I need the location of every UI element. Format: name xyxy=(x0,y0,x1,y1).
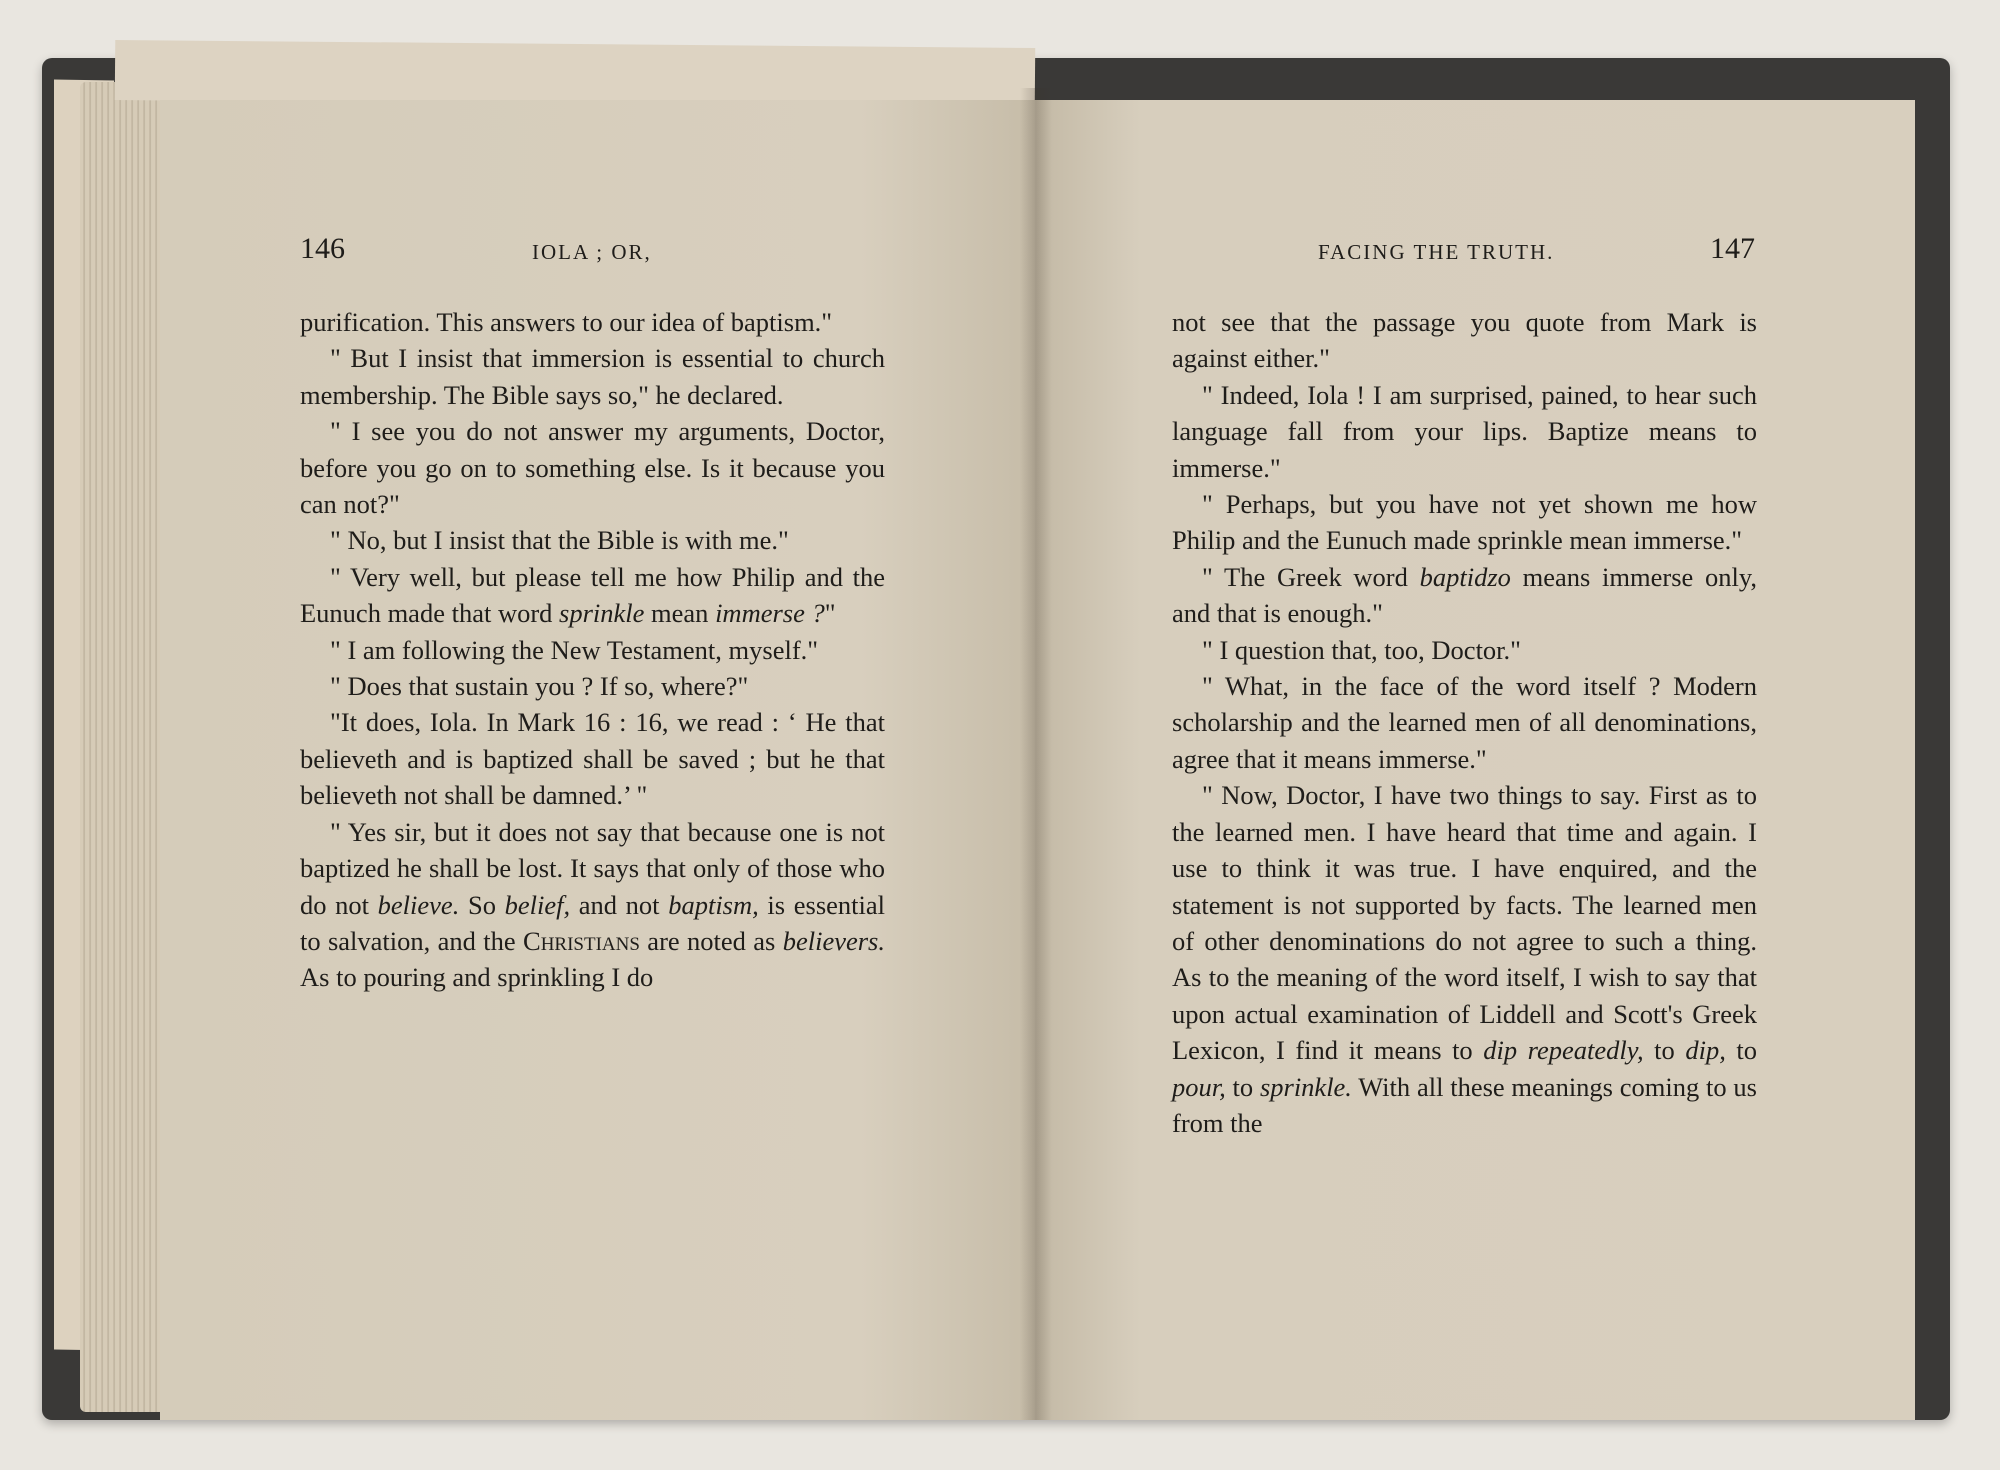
right-paragraph: " Indeed, Iola ! I am surprised, pained, to hear such language fall from your lips. Baptize means to immerse." xyxy=(1172,379,1757,483)
right-paragraph: " Perhaps, but you have not yet shown me how Philip and the Eunuch made sprinkle mean immerse." xyxy=(1172,489,1757,556)
left-paragraph: " No, but I insist that the Bible is with me." xyxy=(330,525,789,556)
right-page-text xyxy=(1172,304,1757,1141)
left-paragraph: " Very well, but please tell me how Philip and the Eunuch made that word sprinkle mean immerse ?" xyxy=(300,561,885,629)
left-page-text xyxy=(300,304,885,996)
left-page-number: 146 xyxy=(300,232,345,265)
left-paragraph: " I see you do not answer my arguments, Doctor, before you go on to something else. Is it because you can not?" xyxy=(300,416,885,520)
left-paragraph: purification. This answers to our idea of baptism." xyxy=(300,307,833,337)
right-paragraph: " What, in the face of the word itself ? Modern scholarship and the learned men of all denominations, agree that it means immerse." xyxy=(1172,671,1757,774)
left-paragraph: " I am following the New Testament, myself." xyxy=(330,634,819,665)
left-paragraph: "It does, Iola. In Mark 16 : 16, we read : ‘ He that believeth and is baptized shall be saved ; but he that believeth not shall be damned.’ " xyxy=(300,707,885,811)
top-page-edge xyxy=(115,40,1035,108)
right-page-number: 147 xyxy=(1710,232,1755,265)
left-paragraph: " Yes sir, but it does not say that because one is not baptized he shall be lost. It says that only of those who do not believe. So belief, and not baptism, is essential to salvation, and the Christians are noted as believers. As to pouring and sprinkling I do xyxy=(300,816,885,993)
right-paragraph: " Now, Doctor, I have two things to say. First as to the learned men. I have heard that time and again. I use to think it was true. I have enquired, and the statement is not supported by facts. The learned men of other denominations do not agree to such a thing. As to the meaning of the word itself, I wish to say that upon actual examination of Liddell and Scott's Greek Lexicon, I find it means to dip repeatedly, to dip, to pour, to sprinkle. With all these meanings coming to us from the xyxy=(1172,780,1757,1138)
left-paragraph: " But I insist that immersion is essential to church membership. The Bible says so," he declared. xyxy=(300,343,885,410)
book-gutter xyxy=(1020,88,1052,1420)
right-paragraph: " I question that, too, Doctor." xyxy=(1202,634,1521,665)
right-paragraph: not see that the passage you quote from Mark is against either." xyxy=(1172,307,1757,374)
left-running-head: IOLA ; OR, xyxy=(532,240,652,264)
right-paragraph: " The Greek word baptidzo means immerse only, and that is enough." xyxy=(1172,561,1757,629)
left-paragraph: " Does that sustain you ? If so, where?" xyxy=(330,671,749,702)
right-running-head: FACING THE TRUTH. xyxy=(1318,240,1555,264)
